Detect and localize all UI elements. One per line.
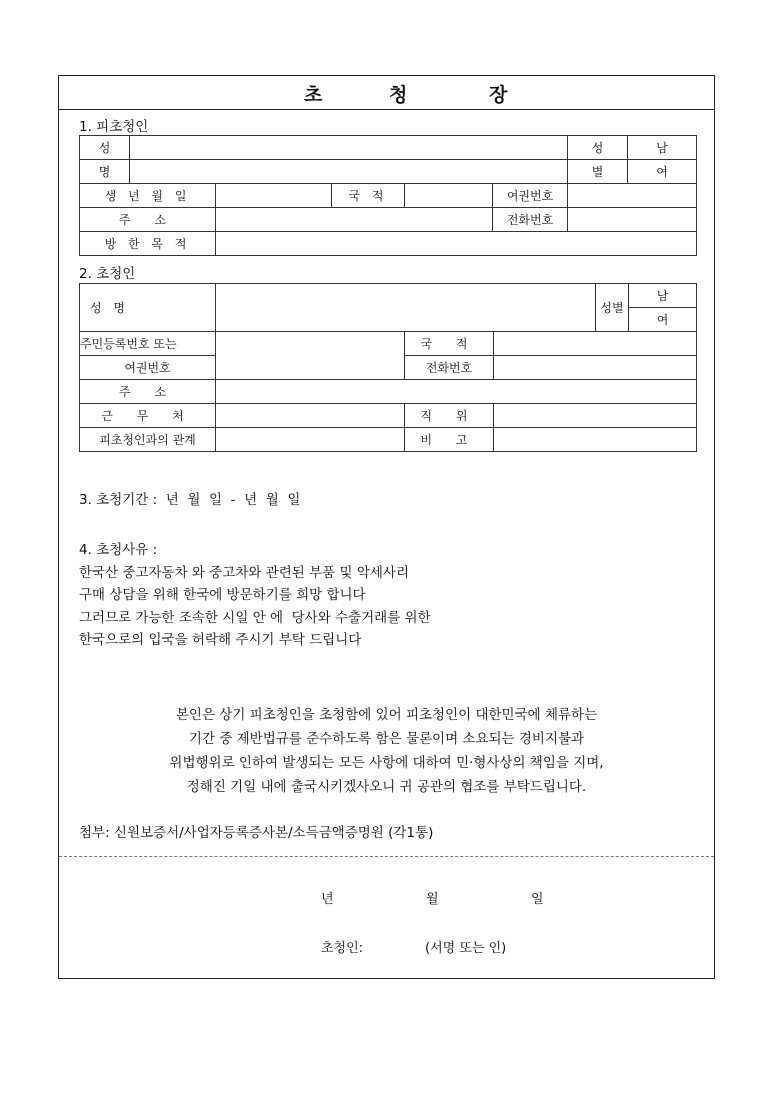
invitee-birth-field[interactable] xyxy=(216,184,332,208)
inviter-id-label-1: 주민등록번호 또는 xyxy=(80,332,216,356)
inviter-gender-female[interactable]: 여 xyxy=(629,308,697,332)
inviter-nationality-label: 국 적 xyxy=(405,332,494,356)
inviter-address-field[interactable] xyxy=(216,380,697,404)
invitee-nationality-field[interactable] xyxy=(405,184,493,208)
inviter-remarks-label: 비 고 xyxy=(405,428,494,452)
section2-heading: 2. 초청인 xyxy=(79,266,136,282)
inviter-relation-field[interactable] xyxy=(216,428,405,452)
title-char-2: 청 xyxy=(389,84,408,106)
invitee-gender-male[interactable]: 남 xyxy=(628,136,697,160)
inviter-id-label-2: 여권번호 xyxy=(80,356,216,380)
footer-day: 일 xyxy=(531,892,544,907)
inviter-phone-label: 전화번호 xyxy=(405,356,494,380)
invitee-gender-label-2: 별 xyxy=(568,160,628,184)
inviter-phone-field[interactable] xyxy=(494,356,697,380)
invitee-table xyxy=(79,135,697,256)
invitee-purpose-field[interactable] xyxy=(216,232,697,256)
invitation-form xyxy=(58,75,715,979)
invitee-name-label-2: 명 xyxy=(80,160,130,184)
invitee-birth-label: 생 년 월 일 xyxy=(80,184,216,208)
inviter-label: 초청인: xyxy=(321,941,364,956)
pledge-line-1: 본인은 상기 피초청인을 초청함에 있어 피초청인이 대한민국에 체류하는 xyxy=(175,707,598,723)
inviter-nationality-field[interactable] xyxy=(494,332,697,356)
invitation-period: 3. 초청기간 : 년 월 일 - 년 월 일 xyxy=(79,492,301,508)
inviter-workplace-field[interactable] xyxy=(216,404,405,428)
dashed-divider xyxy=(59,856,714,857)
title-bar xyxy=(59,76,714,110)
invitee-passport-label: 여권번호 xyxy=(493,184,568,208)
inviter-position-label: 직 위 xyxy=(405,404,494,428)
pledge-paragraph xyxy=(59,703,714,799)
inviter-id-field[interactable] xyxy=(216,332,405,380)
invitee-phone-field[interactable] xyxy=(568,208,697,232)
reason-line-4: 한국으로의 입국을 허락해 주시기 부탁 드립니다 xyxy=(79,632,362,648)
invitee-gender-female[interactable]: 여 xyxy=(628,160,697,184)
footer-year: 년 xyxy=(321,892,334,907)
reason-line-3: 그러므로 가능한 조속한 시일 안 에 당사와 수출거래를 위한 xyxy=(79,609,431,626)
inviter-table xyxy=(79,283,697,452)
invitee-address-label: 주 소 xyxy=(80,208,216,232)
inviter-address-label: 주 소 xyxy=(80,380,216,404)
pledge-line-2: 기간 중 제반법규를 준수하도록 함은 물론이며 소요되는 경비지불과 xyxy=(188,731,585,747)
signature-field[interactable]: (서명 또는 인) xyxy=(425,941,507,956)
footer-month: 월 xyxy=(426,892,439,907)
section1-heading: 1. 피초청인 xyxy=(79,119,149,135)
pledge-line-4: 정해진 기일 내에 출국시키겠사오니 귀 공관의 협조를 부탁드립니다. xyxy=(186,779,587,795)
inviter-remarks-field[interactable] xyxy=(494,428,697,452)
invitee-address-field[interactable] xyxy=(216,208,493,232)
pledge-line-3: 위법행위로 인하여 발생되는 모든 사항에 대하여 민·형사상의 책임을 지며, xyxy=(169,755,604,771)
inviter-workplace-label: 근 무 처 xyxy=(80,404,216,428)
title-char-3: 장 xyxy=(489,84,508,106)
inviter-gender-male[interactable]: 남 xyxy=(629,284,697,308)
invitee-name-label-1: 성 xyxy=(80,136,130,160)
invitee-gender-label-1: 성 xyxy=(568,136,628,160)
title-char-1: 초 xyxy=(304,84,323,106)
reason-line-2: 구매 상담을 위해 한국에 방문하기를 희망 합니다 xyxy=(79,587,366,603)
invitee-name-field-2[interactable] xyxy=(130,160,568,184)
inviter-position-field[interactable] xyxy=(494,404,697,428)
inviter-name-field[interactable] xyxy=(216,284,596,332)
inviter-relation-label: 피초청인과의 관계 xyxy=(80,428,216,452)
invitee-nationality-label: 국 적 xyxy=(332,184,405,208)
invitee-name-field[interactable] xyxy=(130,136,568,160)
attachment-note: 첨부: 신원보증서/사업자등록증사본/소득금액증명원 (각1통) xyxy=(79,825,434,841)
invitee-purpose-label: 방 한 목 적 xyxy=(80,232,216,256)
reason-heading: 4. 초청사유 : xyxy=(79,542,158,558)
inviter-gender-label: 성별 xyxy=(596,284,629,332)
invitee-phone-label: 전화번호 xyxy=(493,208,568,232)
inviter-name-label: 성 명 xyxy=(80,284,216,332)
invitee-passport-field[interactable] xyxy=(568,184,697,208)
invitation-reason xyxy=(79,539,431,652)
reason-line-1: 한국산 중고자동차 와 중고차와 관련된 부품 및 악세사리 xyxy=(79,564,409,581)
